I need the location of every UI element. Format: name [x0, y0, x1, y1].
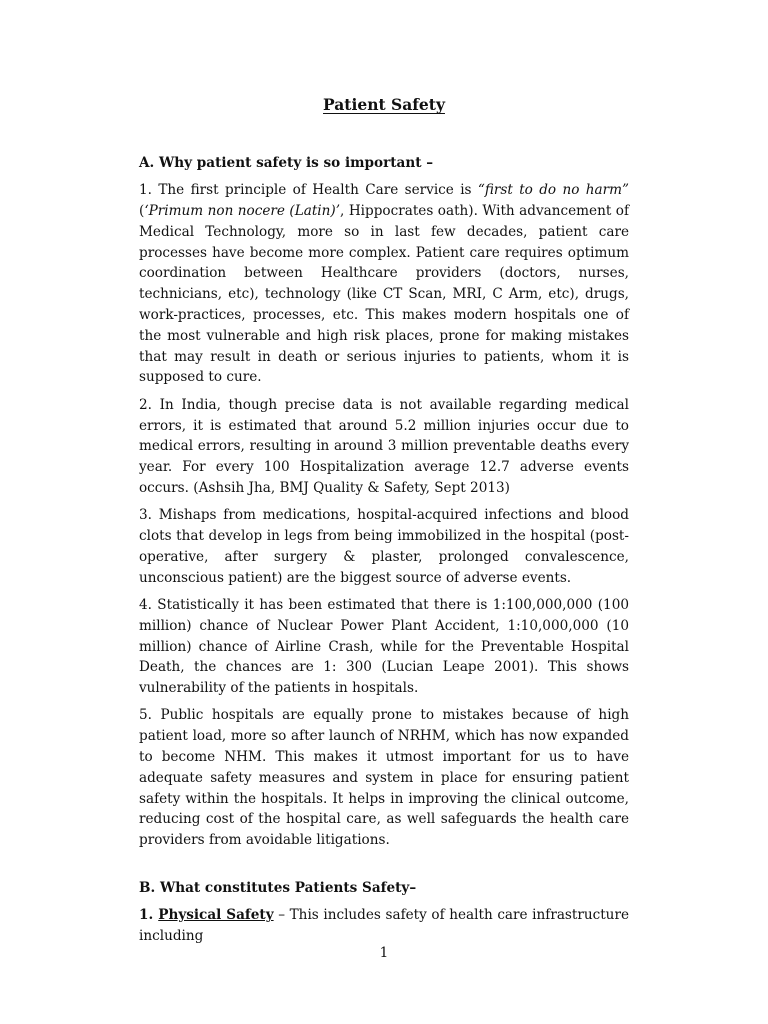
- paragraph-4: 4. Statistically it has been estimated that there is 1:100,000,000 (100 million) chance of Nuclear Power Plant Accident, 1:10,000,000 (10 million) chance of Airline Crash, while for the Preventable Hospital Death, the chances are 1: 300 (Lucian Leape 2001). This shows vulnerability of the patients in hospitals.: [139, 596, 629, 697]
- paragraph-1-quote: “first to do no harm”: [477, 182, 629, 199]
- paragraph-5: 5. Public hospitals are equally prone to mistakes because of high patient load, more so after launch of NRHM, which has now expanded to become NHM. This makes it utmost important for us to have adequate safety measures and system in place for ensuring patient safety within the hospitals. It helps in improving the clinical outcome, reducing cost of the hospital care, as well safeguards the health care providers from avoidable litigations.: [139, 707, 629, 849]
- section-b-item-1: [139, 905, 629, 947]
- paragraph-1-latin: ‘Primum non nocere (Latin)’: [144, 203, 341, 220]
- paragraph-1: [139, 180, 629, 388]
- page-title: Patient Safety: [323, 95, 445, 114]
- item-1-number: 1.: [139, 907, 159, 924]
- document-body: [139, 153, 629, 947]
- page-number: 1: [379, 945, 389, 961]
- section-b-heading: B. What constitutes Patients Safety–: [139, 880, 417, 896]
- item-1-label: Physical Safety: [158, 907, 274, 924]
- paragraph-1-start: 1. The first principle of Health Care service is: [139, 182, 478, 199]
- item-1-text: – This includes safety of health care infrastructure including: [139, 907, 629, 945]
- paragraph-1-mid: (: [139, 203, 145, 220]
- paragraph-3: 3. Mishaps from medications, hospital-acquired infections and blood clots that develop in legs from being immobilized in the hospital (post-operative, after surgery & plaster, prolonged convalescence, unconscious patient) are the biggest source of adverse events.: [139, 507, 629, 586]
- paragraph-1-rest: , Hippocrates oath). With advancement of Medical Technology, more so in last few decades, patient care processes have become more complex. Patient care requires optimum coordination between Healthcare providers (doctors, nurses, technicians, etc), technology (like CT Scan, MRI, C Arm, etc), drugs, work-practices, processes, etc. This makes modern hospitals one of the most vulnerable and high risk places, prone for making mistakes that may result in death or serious injuries to patients, whom it is supposed to cure.: [139, 203, 629, 386]
- section-a-heading: A. Why patient safety is so important –: [139, 155, 434, 171]
- paragraph-2: 2. In India, though precise data is not available regarding medical errors, it is estimated that around 5.2 million injuries occur due to medical errors, resulting in around 3 million preventable deaths every year. For every 100 Hospitalization average 12.7 adverse events occurs. (Ashsih Jha, BMJ Quality & Safety, Sept 2013): [139, 396, 629, 496]
